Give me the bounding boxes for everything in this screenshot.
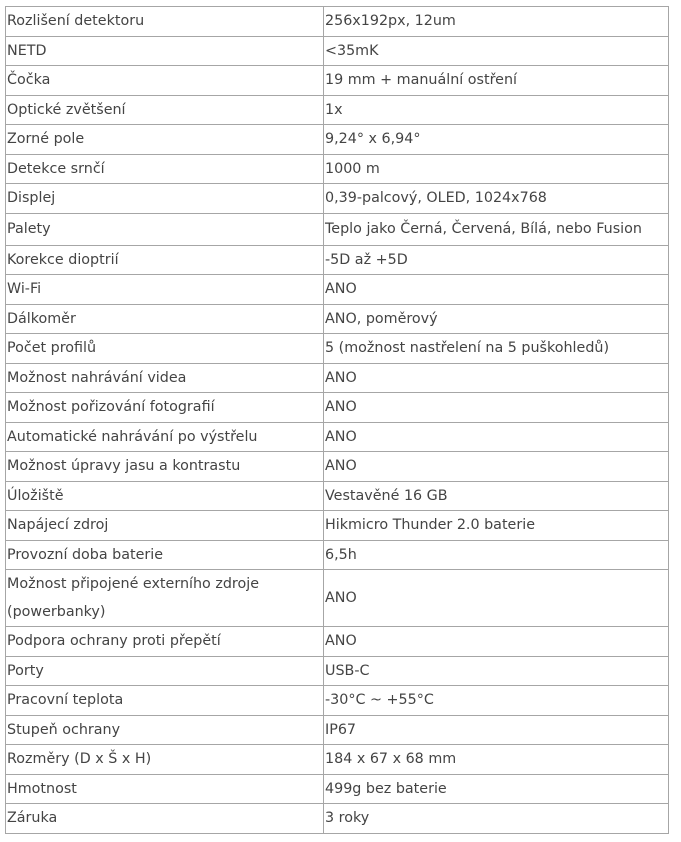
spec-label: Wi-Fi (6, 275, 324, 305)
spec-value: 256x192px, 12um (324, 7, 669, 37)
spec-value: 1000 m (324, 154, 669, 184)
table-row (6, 363, 669, 393)
spec-value: Hikmicro Thunder 2.0 baterie (324, 511, 669, 541)
table-row (6, 275, 669, 305)
spec-label: Počet profilů (6, 334, 324, 364)
spec-label: Čočka (6, 66, 324, 96)
spec-label: Možnost pořizování fotografií (6, 393, 324, 423)
spec-label: Možnost připojené externího zdroje (powerbanky) (6, 570, 324, 627)
table-row (6, 213, 669, 245)
spec-label: Hmotnost (6, 774, 324, 804)
table-row (6, 393, 669, 423)
spec-table (5, 6, 669, 834)
spec-value: ANO (324, 627, 669, 657)
spec-label: Optické zvětšení (6, 95, 324, 125)
spec-value: IP67 (324, 715, 669, 745)
spec-label: Podpora ochrany proti přepětí (6, 627, 324, 657)
spec-label: Korekce dioptrií (6, 245, 324, 275)
table-row (6, 36, 669, 66)
spec-label: Možnost nahrávání videa (6, 363, 324, 393)
spec-value: 5 (možnost nastřelení na 5 puškohledů) (324, 334, 669, 364)
spec-value: ANO (324, 422, 669, 452)
spec-value: -30°C ~ +55°C (324, 686, 669, 716)
table-row (6, 481, 669, 511)
table-row (6, 422, 669, 452)
table-row (6, 745, 669, 775)
spec-value: 19 mm + manuální ostření (324, 66, 669, 96)
table-row (6, 304, 669, 334)
table-row (6, 686, 669, 716)
table-row (6, 245, 669, 275)
table-row (6, 804, 669, 834)
spec-label: Displej (6, 184, 324, 214)
spec-label: Stupeň ochrany (6, 715, 324, 745)
spec-label: Rozlišení detektoru (6, 7, 324, 37)
spec-value: USB-C (324, 656, 669, 686)
table-row (6, 511, 669, 541)
table-row (6, 95, 669, 125)
table-row (6, 66, 669, 96)
table-row (6, 715, 669, 745)
spec-label: Provozní doba baterie (6, 540, 324, 570)
spec-value: 0,39-palcový, OLED, 1024x768 (324, 184, 669, 214)
table-row (6, 627, 669, 657)
spec-label: Dálkoměr (6, 304, 324, 334)
table-row (6, 774, 669, 804)
spec-value: ANO (324, 570, 669, 627)
table-row (6, 154, 669, 184)
spec-label: Úložiště (6, 481, 324, 511)
spec-value: ANO (324, 452, 669, 482)
spec-label: Automatické nahrávání po výstřelu (6, 422, 324, 452)
spec-label: Záruka (6, 804, 324, 834)
spec-value: ANO (324, 275, 669, 305)
spec-label: NETD (6, 36, 324, 66)
spec-label: Možnost úpravy jasu a kontrastu (6, 452, 324, 482)
spec-value: 3 roky (324, 804, 669, 834)
spec-value: ANO (324, 363, 669, 393)
spec-value: Teplo jako Černá, Červená, Bílá, nebo Fusion (324, 213, 669, 245)
table-row (6, 570, 669, 627)
table-row (6, 334, 669, 364)
spec-value: Vestavěné 16 GB (324, 481, 669, 511)
spec-value: 1x (324, 95, 669, 125)
spec-label: Zorné pole (6, 125, 324, 155)
spec-label: Pracovní teplota (6, 686, 324, 716)
spec-label: Rozměry (D x Š x H) (6, 745, 324, 775)
spec-value: 6,5h (324, 540, 669, 570)
spec-value: ANO (324, 393, 669, 423)
spec-label: Porty (6, 656, 324, 686)
table-row (6, 452, 669, 482)
table-row (6, 540, 669, 570)
spec-label: Palety (6, 213, 324, 245)
spec-label: Detekce srnčí (6, 154, 324, 184)
table-row (6, 125, 669, 155)
table-row (6, 656, 669, 686)
spec-value: ANO, poměrový (324, 304, 669, 334)
table-row (6, 184, 669, 214)
spec-label: Napájecí zdroj (6, 511, 324, 541)
spec-value: 9,24° x 6,94° (324, 125, 669, 155)
spec-value: 184 x 67 x 68 mm (324, 745, 669, 775)
table-row (6, 7, 669, 37)
spec-value: 499g bez baterie (324, 774, 669, 804)
spec-value: <35mK (324, 36, 669, 66)
spec-value: -5D až +5D (324, 245, 669, 275)
